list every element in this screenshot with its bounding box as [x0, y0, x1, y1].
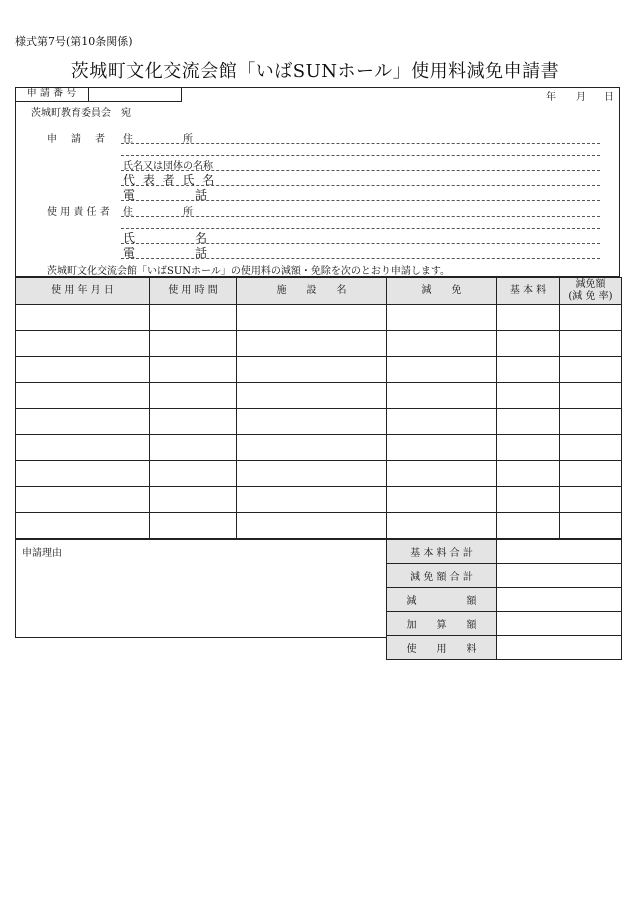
- base-fee-cell[interactable]: [497, 487, 560, 513]
- header-base-fee: 基 本 料: [497, 278, 560, 305]
- usage-time-cell[interactable]: [150, 435, 237, 461]
- header-facility-name: 施 設 名: [237, 278, 387, 305]
- applicant-section-label: 申 請 者: [47, 134, 107, 145]
- base-fee-cell[interactable]: [497, 513, 560, 539]
- usage-date-cell[interactable]: [16, 383, 150, 409]
- page-title: 茨城町文化交流会館「いばSUNホール」使用料減免申請書: [70, 61, 560, 82]
- usage-table-body: [16, 305, 622, 539]
- applicant-address-field-2[interactable]: [121, 155, 600, 156]
- reduction-cell[interactable]: [387, 513, 497, 539]
- responsible-phone-label: 電 話: [123, 246, 208, 260]
- base-fee-cell[interactable]: [497, 435, 560, 461]
- table-header-row: [16, 278, 622, 305]
- facility-name-cell[interactable]: [237, 461, 387, 487]
- base-fee-cell[interactable]: [497, 409, 560, 435]
- reduction-amount-cell[interactable]: [560, 435, 622, 461]
- usage-date-cell[interactable]: [16, 513, 150, 539]
- applicant-org-name-label: 氏名又は団体の名称: [123, 161, 213, 172]
- table-row: [16, 487, 622, 513]
- application-number-label: 申 請 番 号: [15, 87, 89, 102]
- reduced-amount-field[interactable]: [497, 588, 622, 612]
- facility-name-cell[interactable]: [237, 305, 387, 331]
- table-row: [16, 305, 622, 331]
- reduced-amount-label: 減 額: [387, 588, 497, 612]
- usage-date-cell[interactable]: [16, 357, 150, 383]
- reduction-cell[interactable]: [387, 305, 497, 331]
- facility-name-cell[interactable]: [237, 357, 387, 383]
- lead-text: 茨城町文化交流会館「いばSUNホール」の使用料の減額・免除を次のとおり申請します。: [47, 266, 451, 277]
- date-month-label: 月: [576, 92, 586, 103]
- form-number: 様式第7号(第10条関係): [15, 35, 133, 48]
- usage-date-cell[interactable]: [16, 435, 150, 461]
- base-fee-cell[interactable]: [497, 383, 560, 409]
- reduction-amount-cell[interactable]: [560, 409, 622, 435]
- table-row: [16, 435, 622, 461]
- reduction-cell[interactable]: [387, 435, 497, 461]
- surcharge-label: 加 算 額: [387, 612, 497, 636]
- usage-time-cell[interactable]: [150, 461, 237, 487]
- totals-row: [387, 636, 622, 660]
- reduction-amount-cell[interactable]: [560, 487, 622, 513]
- facility-name-cell[interactable]: [237, 409, 387, 435]
- applicant-phone-label: 電 話: [123, 188, 208, 202]
- table-row: [16, 383, 622, 409]
- reduction-amount-cell[interactable]: [560, 357, 622, 383]
- applicant-address-label: 住 所: [123, 134, 193, 145]
- usage-time-cell[interactable]: [150, 357, 237, 383]
- usage-date-cell[interactable]: [16, 409, 150, 435]
- usage-time-cell[interactable]: [150, 513, 237, 539]
- header-usage-time: 使 用 時 間: [150, 278, 237, 305]
- usage-time-cell[interactable]: [150, 305, 237, 331]
- usage-time-cell[interactable]: [150, 383, 237, 409]
- reduction-cell[interactable]: [387, 357, 497, 383]
- applicant-address-field[interactable]: [121, 143, 600, 144]
- totals-row: [387, 588, 622, 612]
- applicant-phone-field[interactable]: [121, 200, 600, 201]
- surcharge-field[interactable]: [497, 612, 622, 636]
- usage-date-cell[interactable]: [16, 487, 150, 513]
- addressee: 茨城町教育委員会 宛: [31, 108, 131, 119]
- applicant-representative-label: 代 表 者 氏 名: [123, 173, 217, 187]
- usage-time-cell[interactable]: [150, 331, 237, 357]
- header-reduction-amount: [560, 278, 622, 305]
- table-row: [16, 461, 622, 487]
- totals-row: [387, 612, 622, 636]
- responsible-address-label: 住 所: [123, 207, 193, 218]
- usage-date-cell[interactable]: [16, 305, 150, 331]
- facility-name-cell[interactable]: [237, 383, 387, 409]
- facility-name-cell[interactable]: [237, 487, 387, 513]
- table-row: [16, 331, 622, 357]
- reduction-cell[interactable]: [387, 409, 497, 435]
- base-fee-cell[interactable]: [497, 331, 560, 357]
- base-fee-total-label: 基 本 料 合 計: [387, 540, 497, 564]
- reduction-amount-cell[interactable]: [560, 461, 622, 487]
- responsible-name-label: 氏 名: [123, 231, 208, 245]
- usage-date-cell[interactable]: [16, 331, 150, 357]
- reduction-amount-cell[interactable]: [560, 305, 622, 331]
- header-reduction-amount-text: 減免額 (減 免 率): [568, 279, 613, 302]
- reduction-cell[interactable]: [387, 487, 497, 513]
- facility-name-cell[interactable]: [237, 331, 387, 357]
- usage-time-cell[interactable]: [150, 409, 237, 435]
- reduction-amount-cell[interactable]: [560, 513, 622, 539]
- responsible-section-label: 使 用 責 任 者: [47, 207, 110, 218]
- usage-date-cell[interactable]: [16, 461, 150, 487]
- usage-time-cell[interactable]: [150, 487, 237, 513]
- application-number-field[interactable]: [88, 87, 182, 102]
- reduction-total-label: 減 免 額 合 計: [387, 564, 497, 588]
- totals-table: [386, 539, 622, 660]
- base-fee-cell[interactable]: [497, 357, 560, 383]
- date-year-label: 年: [546, 92, 556, 103]
- usage-fee-label: 使 用 料: [387, 636, 497, 660]
- header-reduction: 減 免: [387, 278, 497, 305]
- table-row: [16, 357, 622, 383]
- reduction-amount-cell[interactable]: [560, 383, 622, 409]
- reduction-total-field[interactable]: [497, 564, 622, 588]
- base-fee-cell[interactable]: [497, 305, 560, 331]
- header-usage-date: 使 用 年 月 日: [16, 278, 150, 305]
- base-fee-total-field[interactable]: [497, 540, 622, 564]
- totals-row: [387, 540, 622, 564]
- reason-label: 申請理由: [22, 548, 62, 559]
- reduction-amount-cell[interactable]: [560, 331, 622, 357]
- usage-fee-field[interactable]: [497, 636, 622, 660]
- facility-name-cell[interactable]: [237, 513, 387, 539]
- table-row: [16, 513, 622, 539]
- base-fee-cell[interactable]: [497, 461, 560, 487]
- totals-row: [387, 564, 622, 588]
- reduction-cell[interactable]: [387, 461, 497, 487]
- table-row: [16, 409, 622, 435]
- usage-table: [15, 277, 622, 539]
- reason-field[interactable]: [15, 539, 387, 638]
- reduction-cell[interactable]: [387, 331, 497, 357]
- reduction-cell[interactable]: [387, 383, 497, 409]
- responsible-phone-field[interactable]: [121, 258, 600, 259]
- responsible-address-field[interactable]: [121, 216, 600, 217]
- facility-name-cell[interactable]: [237, 435, 387, 461]
- date-day-label: 日: [604, 92, 614, 103]
